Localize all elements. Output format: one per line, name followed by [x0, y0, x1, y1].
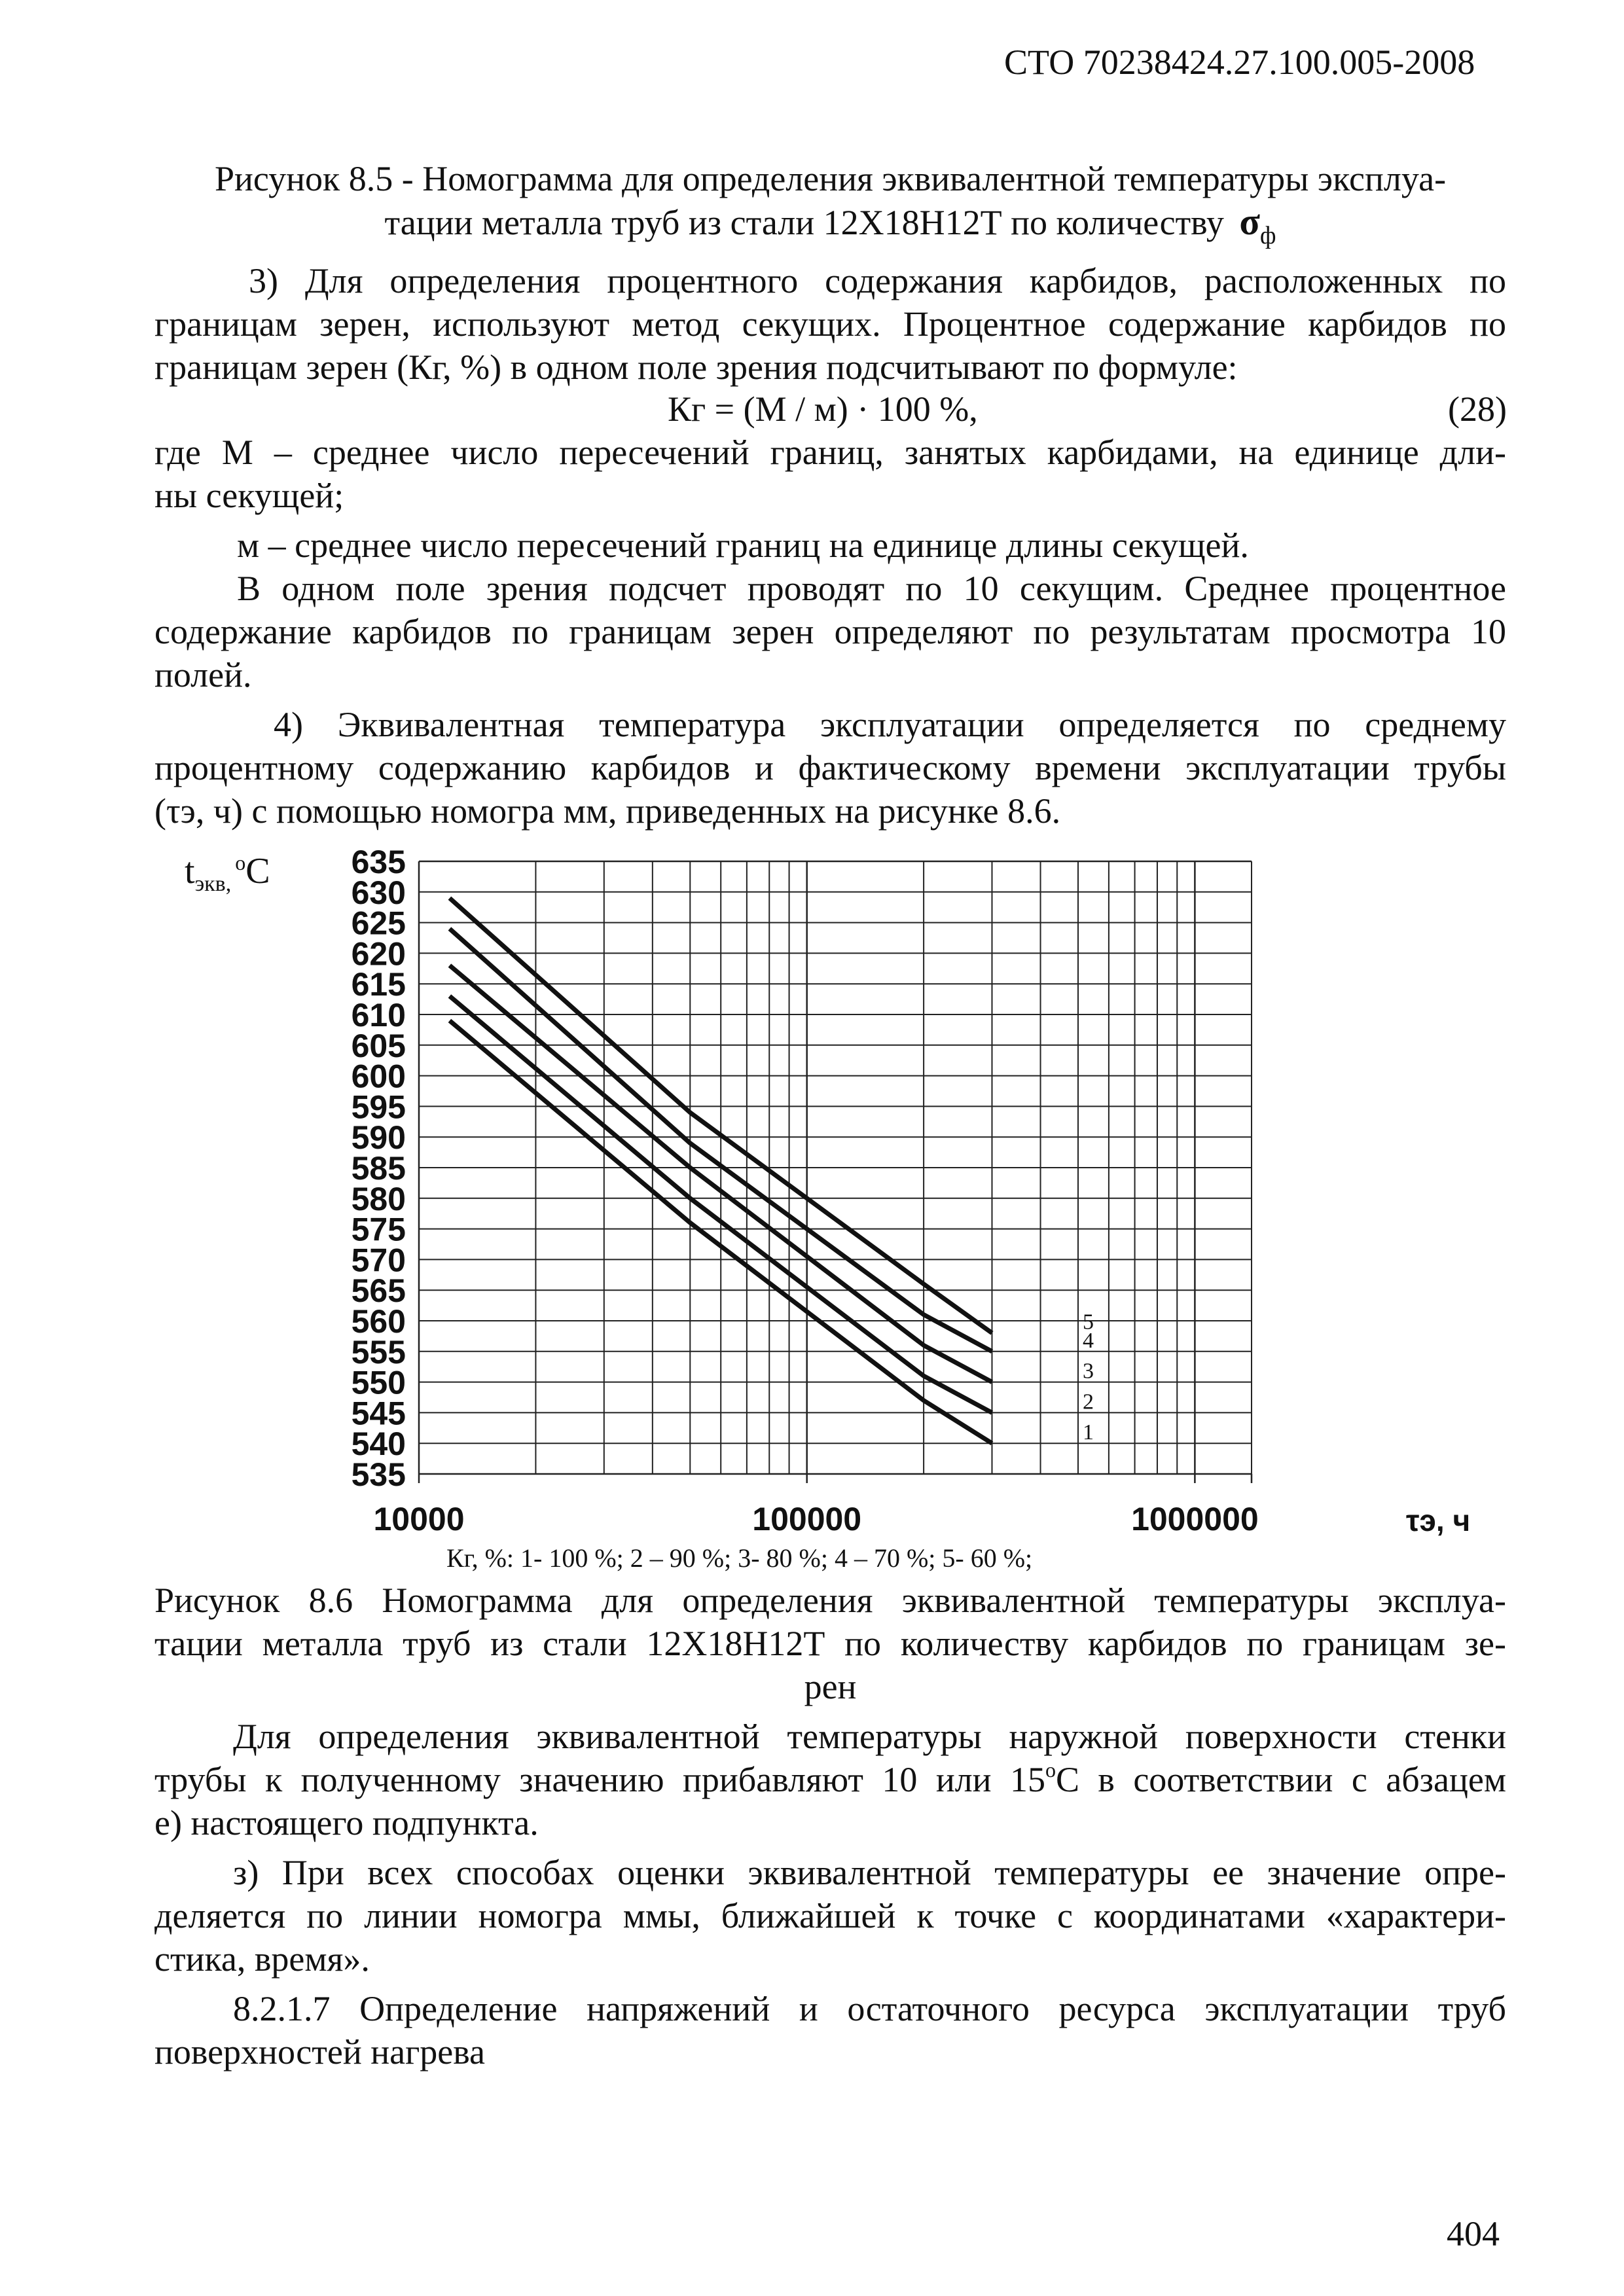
chart-legend: Кг, %: 1- 100 %; 2 – 90 %; 3- 80 %; 4 – 70 %; 5- 60 %;: [446, 1543, 1033, 1573]
x-tick-label: 100000: [752, 1501, 862, 1537]
y-tick-label: 595: [351, 1088, 406, 1126]
formula-number: (28): [1448, 389, 1507, 429]
para-outer-line2-b: С в соответствии с абзацем: [1055, 1760, 1507, 1799]
y-tick-label: 625: [351, 905, 406, 942]
figure-8-5-caption-line1: Рисунок 8.5 - Номограмма для определения эквивалентной температуры эксплуа-: [214, 159, 1447, 198]
x-axis-label: τэ, ч: [1406, 1503, 1471, 1537]
y-axis-label-unit: С: [245, 851, 270, 891]
y-tick-label: 560: [351, 1303, 406, 1340]
y-tick-label: 585: [351, 1150, 406, 1187]
section-8-2-1-7-line1: 8.2.1.7 Определение напряжений и остаточного ресурса эксплуатации труб: [233, 1989, 1506, 2028]
document-code: СТО 70238424.27.100.005-2008: [1004, 43, 1475, 82]
para3-line2: границам зерен, используют метод секущих. Процентное содержание карбидов по: [154, 304, 1506, 344]
where-line3: м – среднее число пересечений границ на единице длины секущей.: [237, 526, 1249, 565]
y-tick-label: 605: [351, 1027, 406, 1064]
series-5-label: 5: [1083, 1310, 1094, 1335]
para-outer-line2-a: трубы к полученному значению прибавляют 10 или 15: [154, 1760, 1045, 1799]
para3-line1: 3) Для определения процентного содержания карбидов, расположенных по: [249, 261, 1506, 300]
where-line2: ны секущей;: [154, 476, 344, 515]
y-axis-label-degree: о: [235, 851, 246, 874]
y-tick-label: 620: [351, 935, 406, 973]
para4-line2: процентному содержанию карбидов и фактическому времени эксплуатации трубы: [154, 748, 1506, 787]
para-z-line3: стика, время».: [154, 1939, 370, 1979]
para-outer-line3: е) настоящего подпункта.: [154, 1803, 539, 1842]
sigma-subscript: ф: [1259, 222, 1276, 249]
x-tick-labels: [373, 1501, 1258, 1537]
y-tick-label: 565: [351, 1272, 406, 1310]
series-3-label: 3: [1083, 1359, 1094, 1384]
y-tick-label: 610: [351, 997, 406, 1033]
y-tick-label: 575: [351, 1211, 406, 1248]
para3-line3: границам зерен (Кг, %) в одном поле зрения подсчитывают по формуле:: [154, 348, 1238, 387]
y-tick-label: 635: [351, 844, 406, 880]
section-8-2-1-7-line2: поверхностей нагрева: [154, 2032, 485, 2072]
figure-8-6-caption-line1: Рисунок 8.6 Номограмма для определения эквивалентной температуры эксплуа-: [154, 1581, 1506, 1620]
degree-superscript: о: [1045, 1758, 1056, 1782]
y-tick-label: 590: [351, 1119, 406, 1157]
formula: Кг = (М / м) · 100 %,: [668, 389, 978, 429]
y-tick-label: 615: [351, 966, 406, 1003]
series-4-label: 4: [1083, 1328, 1094, 1353]
y-tick-label: 580: [351, 1180, 406, 1217]
para-z-line1: з) При всех способах оценки эквивалентной температуры ее значение опре-: [233, 1853, 1506, 1892]
y-tick-label: 535: [351, 1456, 406, 1493]
para-outer-line1: Для определения эквивалентной температуры наружной поверхности стенки: [233, 1717, 1506, 1756]
figure-8-6-caption-line3: рен: [804, 1667, 857, 1706]
para4-line1: 4) Эквивалентная температура эксплуатации определяется по среднему: [274, 705, 1506, 744]
chart-grid: [419, 861, 1252, 1483]
x-tick-label: 10000: [373, 1501, 465, 1537]
page-number: 404: [1447, 2214, 1500, 2253]
x-tick-label: 1000000: [1131, 1501, 1259, 1537]
sigma-symbol: σ: [1239, 200, 1260, 243]
series-1-label: 1: [1083, 1420, 1094, 1445]
y-tick-label: 600: [351, 1058, 406, 1095]
y-tick-label: 555: [351, 1333, 406, 1371]
figure-8-6-caption-line2: тации металла труб из стали 12Х18Н12Т по количеству карбидов по границам зе-: [154, 1624, 1506, 1663]
y-tick-label: 630: [351, 874, 406, 911]
para-z-line2: деляется по линии номогра ммы, ближайшей к точке с координатами «характери-: [154, 1896, 1506, 1935]
para-fields-line3: полей.: [154, 655, 252, 694]
y-axis-label-main: t: [185, 851, 195, 891]
y-tick-label: 545: [351, 1395, 406, 1432]
para-outer-line2: [154, 1758, 1506, 1806]
figure-8-5-caption-text: тации металла труб из стали 12Х18Н12Т по количеству: [384, 203, 1224, 242]
curve-labels: [1083, 1310, 1094, 1444]
y-axis-label-sub: экв,: [194, 872, 232, 896]
y-tick-labels: [352, 844, 406, 1493]
para4-line3: (τэ, ч) с помощью номогра мм, приведенных на рисунке 8.6.: [154, 791, 1061, 831]
series-2-label: 2: [1083, 1390, 1094, 1414]
where-line1: где М – среднее число пересечений границ, занятых карбидами, на единице дли-: [154, 433, 1506, 472]
para-fields-line2: содержание карбидов по границам зерен определяют по результатам просмотра 10: [154, 612, 1506, 651]
y-tick-label: 570: [351, 1242, 406, 1279]
para-fields-line1: В одном поле зрения подсчет проводят по 10 секущим. Среднее процентное: [237, 569, 1506, 608]
y-tick-label: 540: [351, 1426, 406, 1463]
y-tick-label: 550: [351, 1364, 406, 1401]
